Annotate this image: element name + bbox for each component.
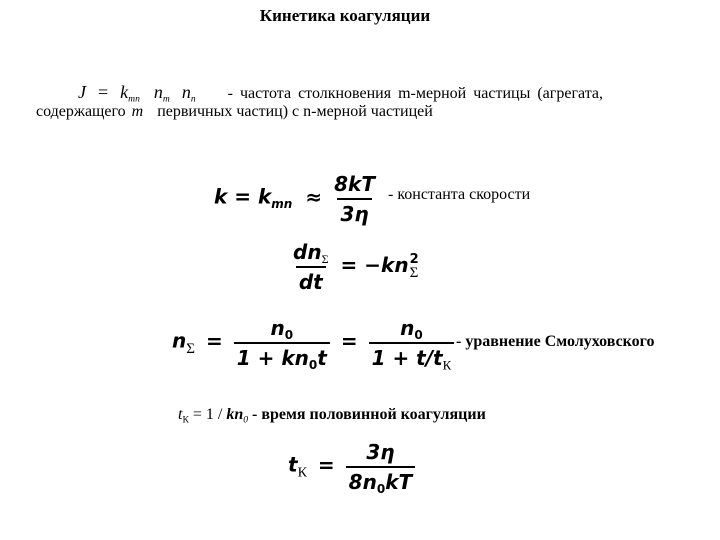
equals-sign-3: =	[317, 452, 335, 477]
k-mn-subscript: mn	[271, 196, 293, 211]
equals-one-over: = 1 /	[192, 406, 223, 423]
n-sigma-lhs: n	[172, 328, 187, 353]
rhs-scripts	[410, 253, 419, 281]
den-4-b: kT	[385, 470, 413, 494]
derivative-denominator: dt	[296, 266, 326, 294]
den-1-b: t	[317, 346, 327, 370]
fraction-denominator: 3η	[337, 198, 371, 226]
collision-frequency-text: - частота столкновения m-мерной частицы (агрегата,	[227, 85, 603, 102]
page-title: Кинетика коагуляции	[259, 6, 431, 25]
j-symbol: J	[78, 82, 86, 102]
tk-lhs: t	[288, 452, 298, 477]
den-1-subscript: 0	[308, 358, 318, 373]
tk-lhs-subscript: К	[297, 465, 307, 481]
collision-frequency-line-2	[36, 103, 433, 121]
rate-constant-fraction	[331, 172, 378, 226]
equals-sign: =	[98, 82, 109, 102]
half-coagulation-line	[178, 406, 486, 424]
n-sigma-subscript: Σ	[186, 340, 195, 357]
n0-subscript-2: 0	[414, 328, 423, 343]
squared-superscript: 2	[409, 252, 419, 267]
n-m-subscript: m	[162, 93, 170, 105]
den-4-subscript: 0	[376, 482, 386, 497]
kn-symbol: kn	[226, 406, 244, 423]
n0-text-2: n	[400, 316, 415, 340]
dn-text: dn	[293, 240, 322, 264]
derivative-numerator	[290, 240, 332, 266]
rate-constant-caption: - константа скорости	[388, 186, 531, 203]
collision-frequency-line	[78, 82, 603, 103]
containing-text: содержащего	[36, 103, 126, 120]
equals-sign-2: =	[340, 328, 358, 353]
half-time-equation	[288, 440, 415, 497]
m-symbol: m	[131, 103, 144, 120]
sigma-rhs-subscript: Σ	[409, 265, 419, 281]
smoluchowski-fraction-1	[234, 316, 330, 373]
n-n-symbol: n	[181, 82, 191, 102]
k-subscript: mn	[128, 93, 140, 105]
t-k-subscript: К	[182, 414, 189, 426]
n-n-subscript: n	[190, 93, 196, 105]
k-kmn-lhs: k = k	[214, 184, 272, 209]
rate-rhs: = −kn	[340, 252, 409, 277]
t-k-symbol: t	[178, 406, 183, 423]
n0-text: n	[270, 316, 285, 340]
den-2-a: 1 + t/t	[371, 346, 443, 370]
fraction-2-denominator	[369, 342, 455, 373]
primary-particles-text: первичных частиц) с n-мерной частицей	[157, 103, 433, 120]
den-4-a: 8n	[348, 470, 377, 494]
smoluchowski-equation	[172, 316, 454, 373]
half-time-fraction	[346, 440, 415, 497]
approx-sign: ≈	[305, 184, 323, 209]
rate-constant-equation	[214, 172, 378, 226]
half-time-denominator	[346, 466, 415, 497]
rate-differential-equation	[290, 240, 419, 294]
den-1-a: 1 + kn	[236, 346, 309, 370]
fraction-2-numerator	[397, 316, 426, 342]
half-coagulation-text: - время половинной коагуляции	[248, 406, 486, 423]
equals-sign-1: =	[205, 328, 223, 353]
smoluchowski-fraction-2	[369, 316, 455, 373]
derivative-fraction	[290, 240, 332, 294]
tk-subscript: К	[442, 357, 452, 373]
fraction-numerator: 8kT	[334, 172, 375, 196]
fraction-1-numerator	[267, 316, 296, 342]
smoluchowski-caption: - уравнение Смолуховского	[456, 333, 655, 350]
n0-subscript: 0	[284, 328, 294, 343]
fraction-1-denominator	[234, 342, 330, 373]
half-time-numerator: 3η	[366, 440, 395, 464]
n-m-symbol: n	[153, 82, 163, 102]
kn-subscript: 0	[243, 414, 249, 426]
sigma-subscript: Σ	[321, 252, 329, 267]
k-symbol: k	[120, 82, 129, 102]
